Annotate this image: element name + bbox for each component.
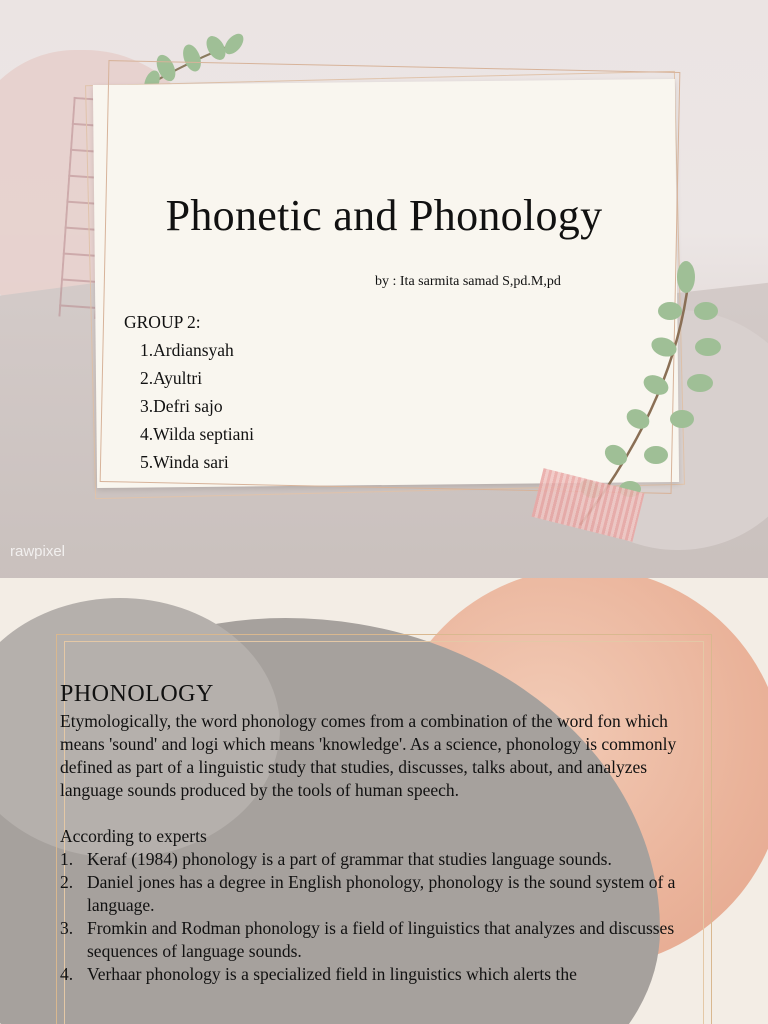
list-text: Fromkin and Rodman phonology is a field of linguistics that analyzes and discusses sequences of language sounds. [87,918,675,961]
experts-list [60,848,710,986]
list-text: Keraf (1984) phonology is a part of grammar that studies language sounds. [87,849,612,869]
slide-content [60,678,710,986]
author-byline: by : Ita sarmita samad S,pd.M,pd [375,274,561,289]
group-label: GROUP 2: [124,312,201,332]
list-text: Verhaar phonology is a specialized field in linguistics which alerts the [87,964,577,984]
member-item: 5.Winda sari [140,452,229,472]
member-list [124,336,254,476]
list-number: 1. [60,849,74,869]
member-item: 1.Ardiansyah [140,340,234,360]
list-item [60,871,710,917]
member-item: 2.Ayultri [140,368,203,388]
member-item: 3.Defri sajo [140,396,223,416]
list-number: 2. [60,872,74,892]
list-item [60,917,710,963]
list-number: 4. [60,964,74,984]
phonology-slide [0,578,768,1024]
watermark-logo: rawpixel [10,543,66,560]
list-number: 3. [60,918,74,938]
experts-label: According to experts [60,826,207,846]
list-item [60,963,710,986]
list-text: Daniel jones has a degree in English phonology, phonology is the sound system of a language. [87,872,676,915]
definition-paragraph: Etymologically, the word phonology comes from a combination of the word fon which means 'sound' and logi which means 'knowledge'. As a science, phonology is commonly defined as part of a linguistic study that studies, discusses, talks about, and analyzes language sounds produced by the tools of human speech. [60,711,677,800]
slide-title: Phonetic and Phonology [165,191,603,240]
member-item: 4.Wilda septiani [140,424,254,444]
list-item [60,848,710,871]
group-members [124,308,254,476]
section-heading: PHONOLOGY [60,681,214,707]
